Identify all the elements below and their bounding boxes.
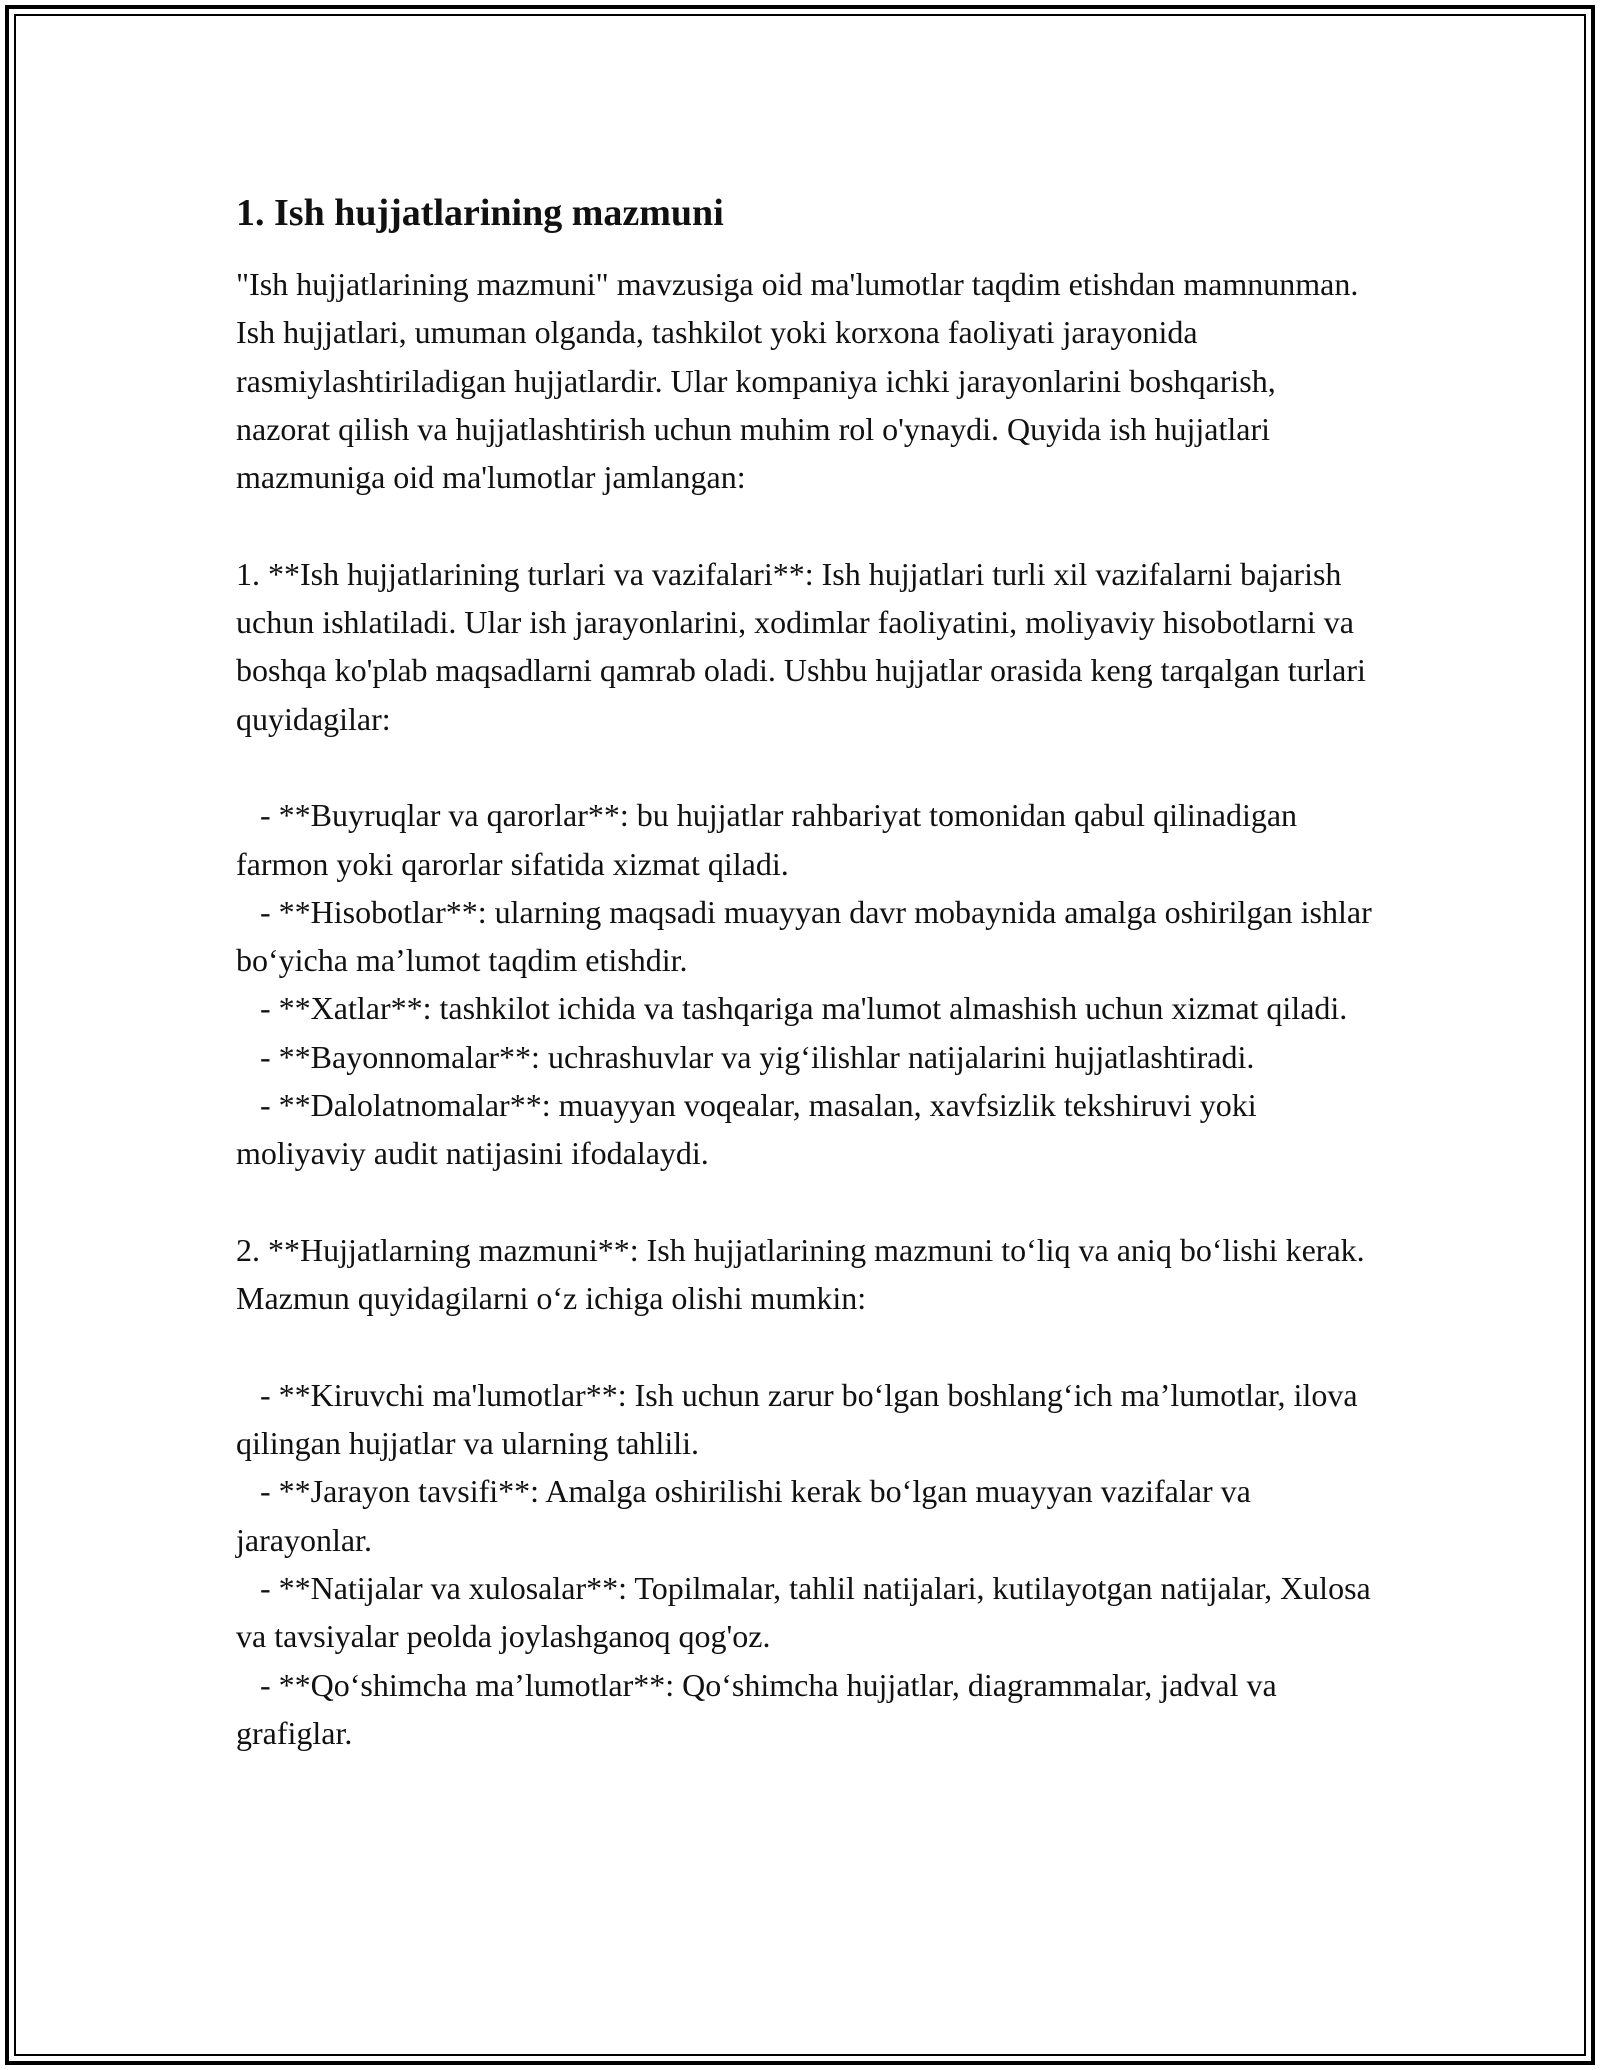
document-body	[236, 186, 1380, 1757]
list-item: - **Buyruqlar va qarorlar**: bu hujjatlar rahbariyat tomonidan qabul qilinadigan farmon yoki qarorlar sifatida xizmat qiladi.	[236, 797, 1306, 882]
list-item: - **Bayonnomalar**: uchrashuvlar va yig‘ilishlar natijalarini hujjatlashtiradi.	[236, 1038, 1255, 1075]
section-2-paragraph: 2. **Hujjatlarning mazmuni**: Ish hujjatlarining mazmuni to‘liq va aniq bo‘lishi kerak. Mazmun quyidagilarni o‘z ichiga olishi mumkin:	[236, 1231, 1373, 1317]
spacer	[236, 1323, 1376, 1371]
spacer	[236, 743, 1376, 791]
list-item: - **Natijalar va xulosalar**: Topilmalar, tahlil natijalari, kutilayotgan natijalar, Xulosa va tavsiyalar peolda joylashganoq qog'oz.	[236, 1570, 1379, 1655]
list-item: - **Xatlar**: tashkilot ichida va tashqariga ma'lumot almashish uchun xizmat qiladi.	[236, 990, 1348, 1027]
section-1-paragraph: 1. **Ish hujjatlarining turlari va vazifalari**: Ish hujjatlari turli xil vazifalarni bajarish uchun ishlatiladi. Ular ish jarayonlarini, xodimlar faoliyatini, moliyaviy hisobotlarni va boshqa ko'plab maqsadlarni qamrab oladi. Ushbu hujjatlar orasida keng tarqalgan turlari quyidagilar:	[236, 555, 1374, 737]
page-title: 1. Ish hujjatlarining mazmuni	[236, 192, 724, 234]
list-item: - **Jarayon tavsifi**: Amalga oshirilishi kerak bo‘lgan muayyan vazifalar va jarayonlar.	[236, 1473, 1259, 1558]
list-item: - **Kiruvchi ma'lumotlar**: Ish uchun zarur bo‘lgan boshlang‘ich ma’lumotlar, ilova qilingan hujjatlar va ularning tahlili.	[236, 1376, 1366, 1462]
spacer	[236, 501, 1376, 549]
list-item: - **Hisobotlar**: ularning maqsadi muayyan davr mobaynida amalga oshirilgan ishlar bo‘yicha ma’lumot taqdim etishdir.	[236, 893, 1380, 979]
spacer	[236, 1178, 1376, 1226]
list-item: - **Dalolatnomalar**: muayyan voqealar, masalan, xavfsizlik tekshiruvi yoki moliyaviy audit natijasini ifodalaydi.	[236, 1087, 1265, 1172]
intro-paragraph: "Ish hujjatlarining mazmuni" mavzusiga oid ma'lumotlar taqdim etishdan mamnunman. Ish hujjatlari, umuman olganda, tashkilot yoki korxona faoliyati jarayonida rasmiylashtiriladigan hujjatlardir. Ular kompaniya ichki jarayonlarini boshqarish, nazorat qilish va hujjatlashtirish uchun muhim rol o'ynaydi. Quyida ish hujjatlari mazmuniga oid ma'lumotlar jamlangan:	[236, 266, 1367, 496]
list-item: - **Qo‘shimcha ma’lumotlar**: Qo‘shimcha hujjatlar, diagrammalar, jadval va grafiglar.	[236, 1666, 1285, 1751]
